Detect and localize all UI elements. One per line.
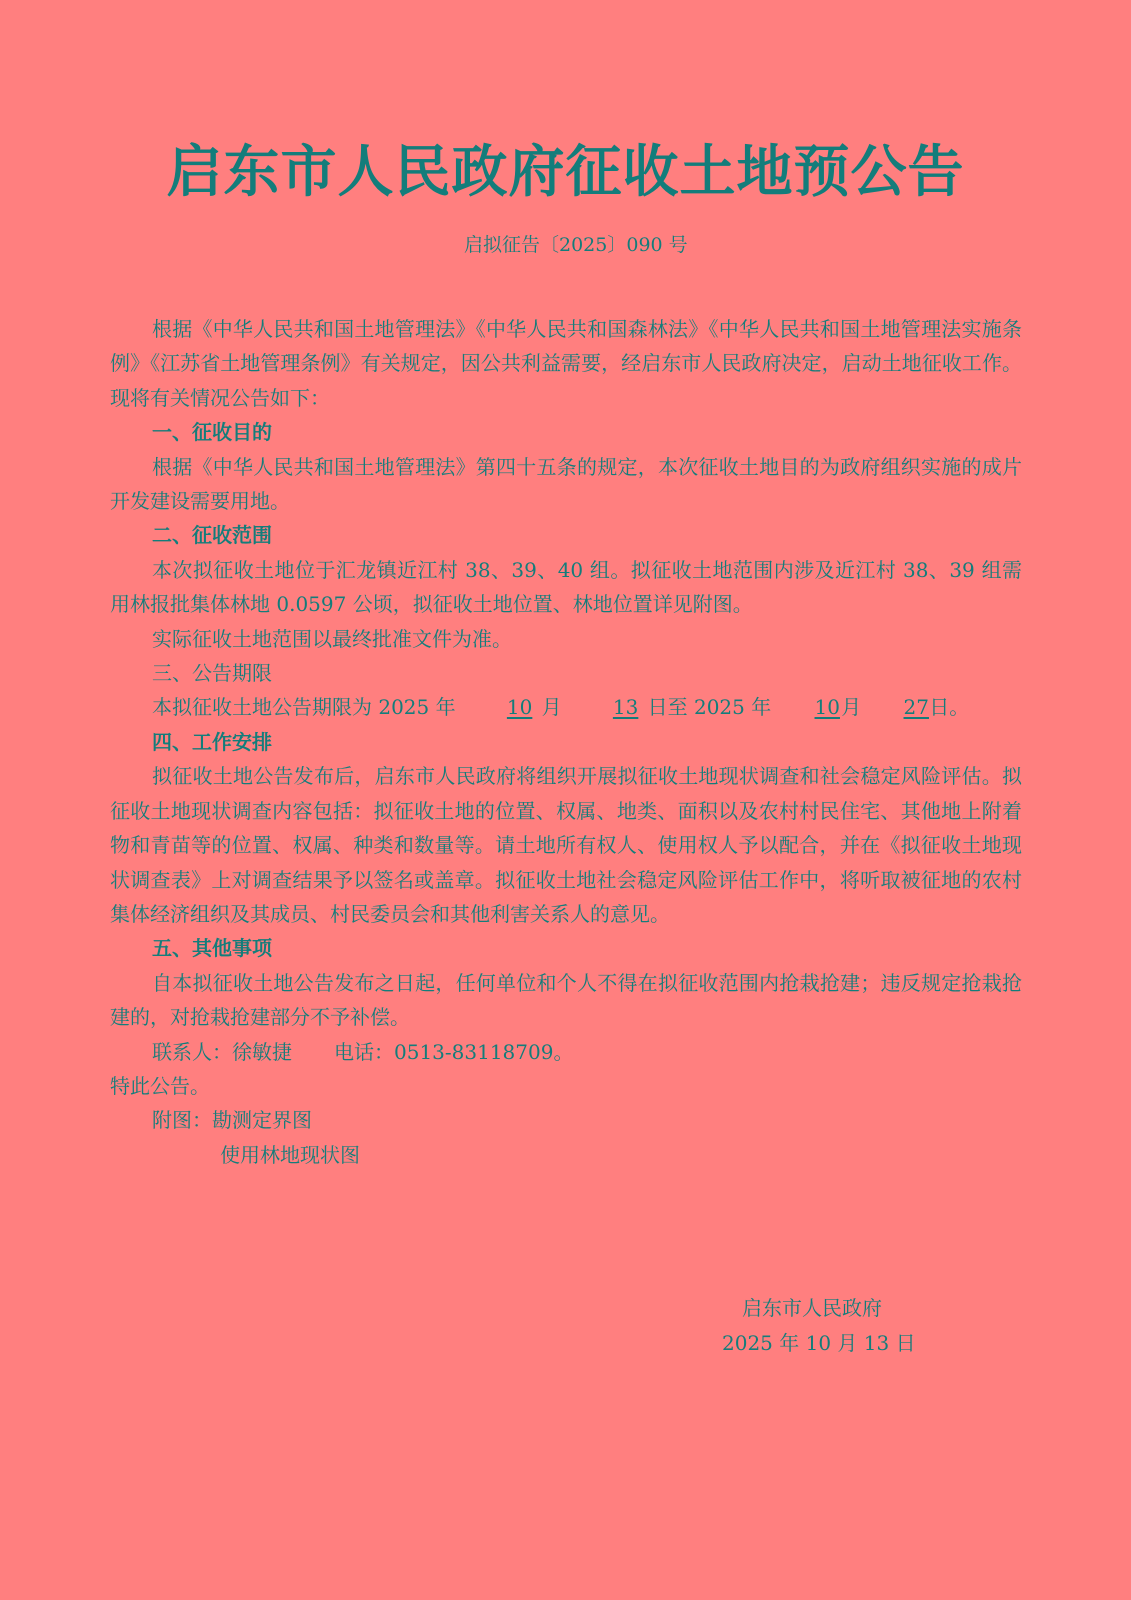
notice-body bbox=[110, 312, 1022, 1172]
period-suffix: 日。 bbox=[929, 695, 970, 720]
contact-line bbox=[110, 1035, 1022, 1069]
section-heading-period: 三、公告期限 bbox=[152, 661, 272, 686]
section-heading-other: 五、其他事项 bbox=[152, 936, 272, 961]
period-start-day: 13 bbox=[612, 695, 639, 720]
section-heading-work: 四、工作安排 bbox=[152, 729, 272, 754]
section-text-scope: 本次拟征收土地位于汇龙镇近江村 38、39、40 组。拟征收土地范围内涉及近江村 38、39 组需用林报批集体林地 0.0597 公顷，拟征收土地位置、林地位置详见附图。 bbox=[110, 557, 1022, 617]
intro-paragraph: 根据《中华人民共和国土地管理法》《中华人民共和国森林法》《中华人民共和国土地管理法实施条例》《江苏省土地管理条例》有关规定，因公共利益需要，经启东市人民政府决定，启动土地征收工作。现将有关情况公告如下： bbox=[110, 317, 1022, 410]
attachment-label: 附图：勘测定界图 bbox=[152, 1108, 312, 1133]
signature-org: 启东市人民政府 bbox=[742, 1296, 882, 1320]
section-text-period bbox=[110, 690, 1022, 724]
section-text-other: 自本拟征收土地公告发布之日起，任何单位和个人不得在拟征收范围内抢栽抢建；违反规定抢栽抢建的，对抢栽抢建部分不予补偿。 bbox=[110, 970, 1022, 1030]
period-prefix: 本拟征收土地公告期限为 2025 年 bbox=[152, 695, 456, 720]
section-text-purpose: 根据《中华人民共和国土地管理法》第四十五条的规定，本次征收土地目的为政府组织实施的成片开发建设需要用地。 bbox=[110, 454, 1022, 514]
page-title: 启东市人民政府征收土地预公告 bbox=[166, 139, 965, 205]
contact-phone: 电话：0513-83118709。 bbox=[334, 1039, 574, 1064]
signature-date: 2025 年 10 月 13 日 bbox=[722, 1331, 916, 1355]
period-text-to: 日至 2025 年 bbox=[647, 695, 772, 720]
contact-person: 联系人：徐敏捷 bbox=[152, 1039, 292, 1064]
period-start-month: 10 bbox=[506, 695, 533, 720]
document-number: 启拟征告〔2025〕090 号 bbox=[464, 234, 688, 256]
section-heading-scope: 二、征收范围 bbox=[152, 523, 272, 548]
period-end-month: 10 bbox=[814, 695, 840, 720]
period-text-month2: 月 bbox=[841, 695, 862, 720]
section-text-work: 拟征收土地公告发布后，启东市人民政府将组织开展拟征收土地现状调查和社会稳定风险评估。拟征收土地现状调查内容包括：拟征收土地的位置、权属、地类、面积以及农村村民住宅、其他地上附着物和青苗等的位置、权属、种类和数量等。请土地所有权人、使用权人予以配合，并在《拟征收土地现状调查表》上对调查结果予以签名或盖章。拟征收土地社会稳定风险评估工作中，将听取被征地的农村集体经济组织及其成员、村民委员会和其他利害关系人的意见。 bbox=[110, 764, 1022, 926]
attachment-item: 使用林地现状图 bbox=[220, 1142, 360, 1167]
period-end-day: 27 bbox=[903, 695, 929, 720]
section-heading-purpose: 一、征收目的 bbox=[152, 420, 272, 445]
section-text-scope-note: 实际征收土地范围以最终批准文件为准。 bbox=[152, 626, 512, 651]
period-text-month: 月 bbox=[541, 695, 562, 720]
closing-line: 特此公告。 bbox=[110, 1073, 210, 1098]
